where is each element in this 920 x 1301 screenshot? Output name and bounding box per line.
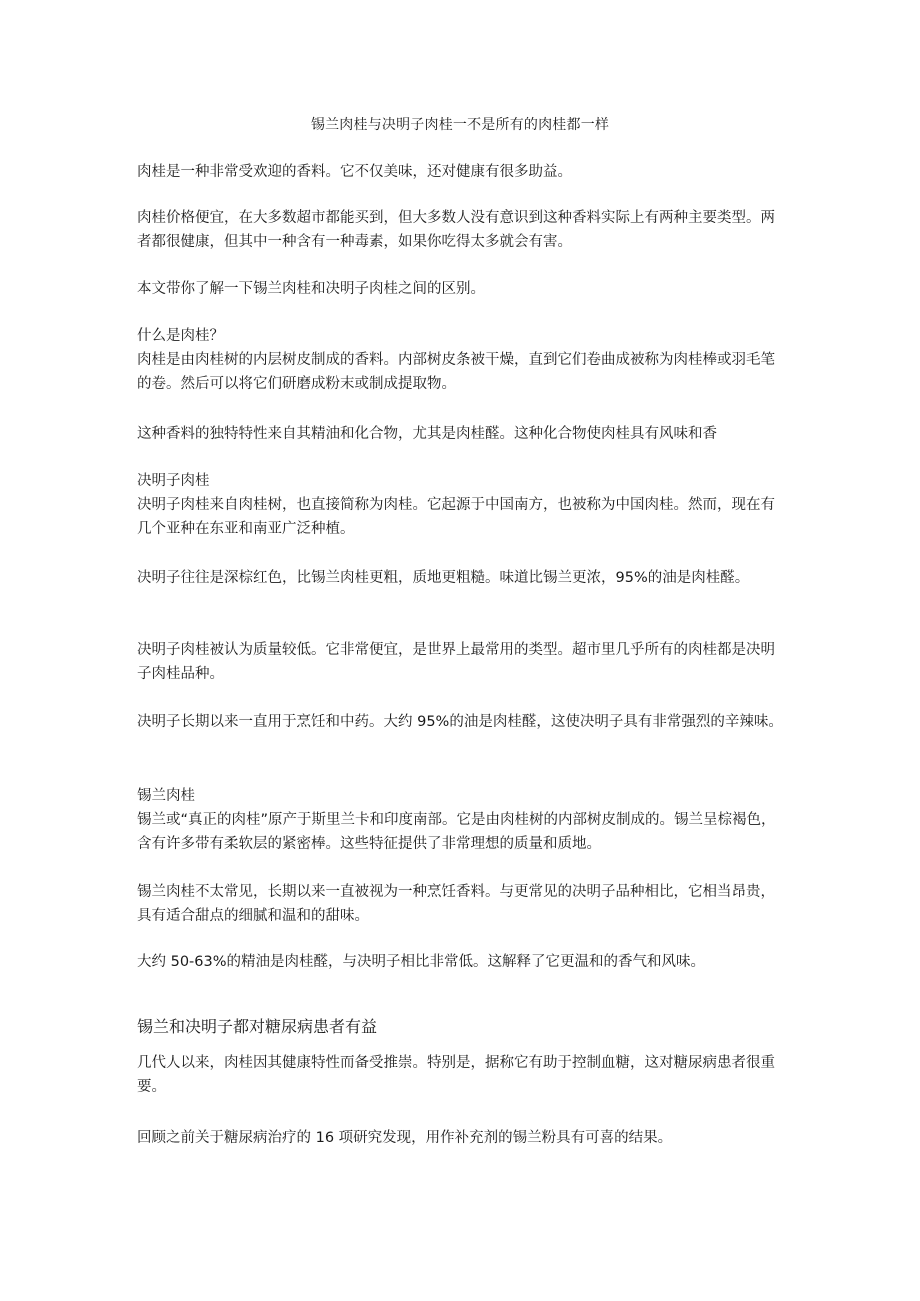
subheading-ceylon: 锡兰肉桂	[137, 788, 195, 804]
paragraph-cassia-quality: 决明子肉桂被认为质量较低。它非常便宜，是世界上最常用的类型。超市里几乎所有的肉桂都是决明子肉桂品种。	[137, 642, 775, 682]
paragraph-overview: 本文带你了解一下锡兰肉桂和决明子肉桂之间的区别。	[137, 281, 485, 297]
subheading-cassia: 决明子肉桂	[137, 473, 210, 489]
section-heading-diabetes: 锡兰和决明子都对糖尿病患者有益	[137, 1017, 378, 1036]
document-title: 锡兰肉桂与决明子肉桂一不是所有的肉桂都一样	[310, 117, 610, 133]
paragraph-types: 肉桂价格便宜，在大多数超市都能买到，但大多数人没有意识到这种香料实际上有两种主要类型。两者都很健康，但其中一种含有一种毒素，如果你吃得太多就会有害。	[137, 210, 775, 250]
paragraph-cassia-origin: 决明子肉桂来自肉桂树，也直接简称为肉桂。它起源于中国南方，也被称为中国肉桂。然而，现在有几个亚种在东亚和南亚广泛种植。	[137, 497, 775, 537]
paragraph-ceylon-oil: 大约 50-63%的精油是肉桂醛，与决明子相比非常低。这解释了它更温和的香气和风味。	[137, 954, 706, 970]
paragraph-ceylon-rarity: 锡兰肉桂不太常见，长期以来一直被视为一种烹饪香料。与更常见的决明子品种相比，它相当昂贵，具有适合甜点的细腻和温和的甜味。	[137, 884, 775, 924]
subheading-what-is-cinnamon: 什么是肉桂？	[137, 328, 224, 344]
paragraph-blood-sugar: 几代人以来，肉桂因其健康特性而备受推崇。特别是，据称它有助于控制血糖，这对糖尿病患者很重要。	[137, 1055, 775, 1095]
paragraph-ceylon-origin: 锡兰或“真正的肉桂”原产于斯里兰卡和印度南部。它是由肉桂树的内部树皮制成的。锡兰呈棕褐色，含有许多带有柔软层的紧密棒。这些特征提供了非常理想的质量和质地。	[137, 812, 776, 852]
paragraph-compounds: 这种香料的独特特性来自其精油和化合物，尤其是肉桂醛。这种化合物使肉桂具有风味和香	[137, 426, 717, 442]
paragraph-cassia-appearance: 决明子往往是深棕红色，比锡兰肉桂更粗，质地更粗糙。味道比锡兰更浓，95%的油是肉桂醛。	[137, 570, 750, 586]
paragraph-cassia-usage: 决明子长期以来一直用于烹饪和中药。大约 95%的油是肉桂醛，这使决明子具有非常强烈的辛辣味。	[137, 714, 783, 730]
paragraph-definition: 肉桂是由肉桂树的内层树皮制成的香料。内部树皮条被干燥，直到它们卷曲成被称为肉桂棒或羽毛笔的卷。然后可以将它们研磨成粉末或制成提取物。	[137, 352, 775, 392]
paragraph-intro: 肉桂是一种非常受欢迎的香料。它不仅美味，还对健康有很多助益。	[137, 164, 572, 180]
paragraph-studies: 回顾之前关于糖尿病治疗的 16 项研究发现，用作补充剂的锡兰粉具有可喜的结果。	[137, 1130, 673, 1146]
